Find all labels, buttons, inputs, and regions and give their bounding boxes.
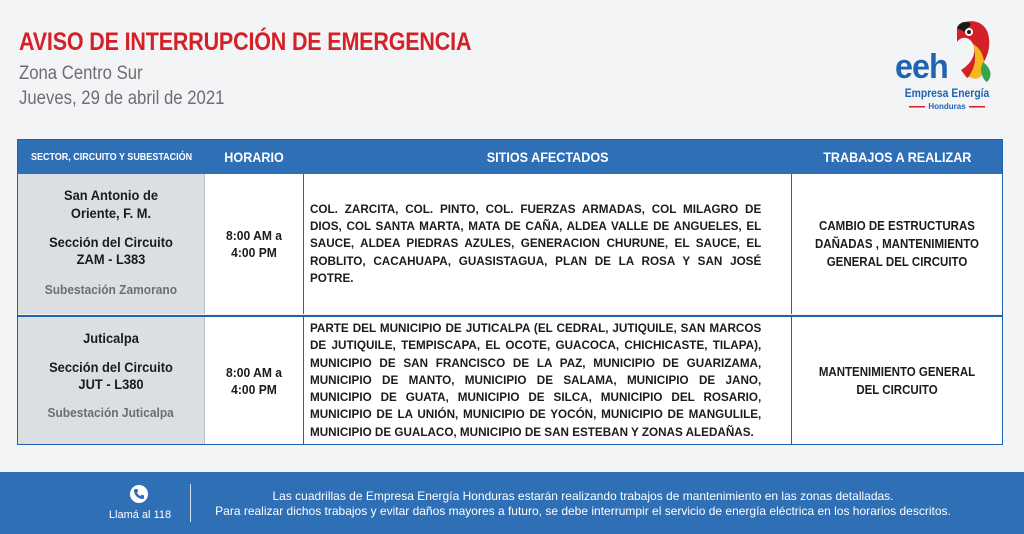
page-title: AVISO DE INTERRUPCIÓN DE EMERGENCIA <box>19 28 472 56</box>
table-row <box>18 315 1002 444</box>
logo-name: Empresa Energía <box>904 88 990 100</box>
location-name: San Antonio de Oriente, F. M. <box>64 187 158 221</box>
schedule-text: 8:00 AM a 4:00 PM <box>225 364 283 397</box>
table-header <box>18 140 1002 174</box>
footer-line-1: Las cuadrillas de Empresa Energía Honduras estarán realizando trabajos de mantenimiento en las zonas detalladas. <box>272 489 894 503</box>
header-schedule: HORARIO <box>224 149 285 165</box>
zone-label: Zona Centro Sur <box>19 63 143 84</box>
outage-table <box>17 139 1003 445</box>
location-name: Juticalpa <box>83 330 139 346</box>
logo-short: eeh <box>895 48 948 86</box>
footer-message <box>198 489 968 519</box>
sites-cell <box>304 174 792 314</box>
schedule-cell <box>205 174 304 314</box>
sector-cell <box>18 174 205 314</box>
circuit-name: Sección del Circuito JUT - L380 <box>49 359 173 392</box>
schedule-cell <box>205 317 304 444</box>
footer <box>0 472 1024 534</box>
works-cell <box>792 317 1002 444</box>
sites-cell <box>304 317 792 444</box>
company-logo <box>895 18 1000 116</box>
substation-name: Subestación Juticalpa <box>47 405 175 420</box>
phone-icon <box>130 485 148 503</box>
header <box>19 28 545 110</box>
substation-name: Subestación Zamorano <box>44 282 178 297</box>
works-text: CAMBIO DE ESTRUCTURAS DAÑADAS , MANTENIMIENTO GENERAL DEL CIRCUITO <box>815 219 979 269</box>
logo-underline <box>909 106 985 108</box>
circuit-name: Sección del Circuito ZAM - L383 <box>49 234 173 267</box>
header-sites: SITIOS AFECTADOS <box>487 149 609 165</box>
logo-country: Honduras <box>928 102 966 111</box>
footer-line-2: Para realizar dichos trabajos y evitar daños mayores a futuro, se debe interrumpir el servicio de energía eléctrica en los horarios descritos. <box>215 504 951 518</box>
works-cell <box>792 174 1002 314</box>
header-sector: SECTOR, CIRCUITO Y SUBESTACIÓN <box>30 151 193 163</box>
header-works: TRABAJOS A REALIZAR <box>822 149 972 165</box>
schedule-text: 8:00 AM a 4:00 PM <box>225 228 283 260</box>
works-text: MANTENIMIENTO GENERAL DEL CIRCUITO <box>818 364 976 397</box>
footer-divider <box>190 484 191 522</box>
sites-text: COL. ZARCITA, COL. PINTO, COL. FUERZAS ARMADAS, COL MILAGRO DE DIOS, COL SANTA MARTA, MATA DE CAÑA, ALDEA VALLE DE ANGUELES, EL SAUCE, ALDEA PIEDRAS AZULES, GENERACION CHURUNE, EL SAUCE, EL ROBLITO, CACAHUAPA, GUASISTAGUA, PLAN DE LA ROSA Y SAN JOSÉ POTRE. <box>310 201 762 285</box>
date-label: Jueves, 29 de abril de 2021 <box>19 88 225 109</box>
call-label: Llamá al 118 <box>108 509 172 521</box>
table-row <box>18 174 1002 314</box>
sites-text: PARTE DEL MUNICIPIO DE JUTICALPA (EL CEDRAL, JUTIQUILE, SAN MARCOS DE JUTIQUILE, TEMPISCAPA, EL OCOTE, GUACOCA, CHICHICASTE, TILAPA), MUNICIPIO DE SAN FRANCISCO DE LA PAZ, MUNICIPIO DE GUARIZAMA, MUNICIPIO DE MANTO, MUNICIPIO DE SALAMA, MUNICIPIO DE JANO, MUNICIPIO DE GUATA, MUNICIPIO DE SILCA, MUNICIPIO DEL ROSARIO, MUNICIPIO DE LA UNIÓN, MUNICIPIO DE YOCÓN, MUNICIPIO DE MANGULILE, MUNICIPIO DE GUALACO, MUNICIPIO DE SAN ESTEBAN Y ZONAS ALEDAÑAS. <box>310 321 762 439</box>
sector-cell <box>18 317 205 444</box>
